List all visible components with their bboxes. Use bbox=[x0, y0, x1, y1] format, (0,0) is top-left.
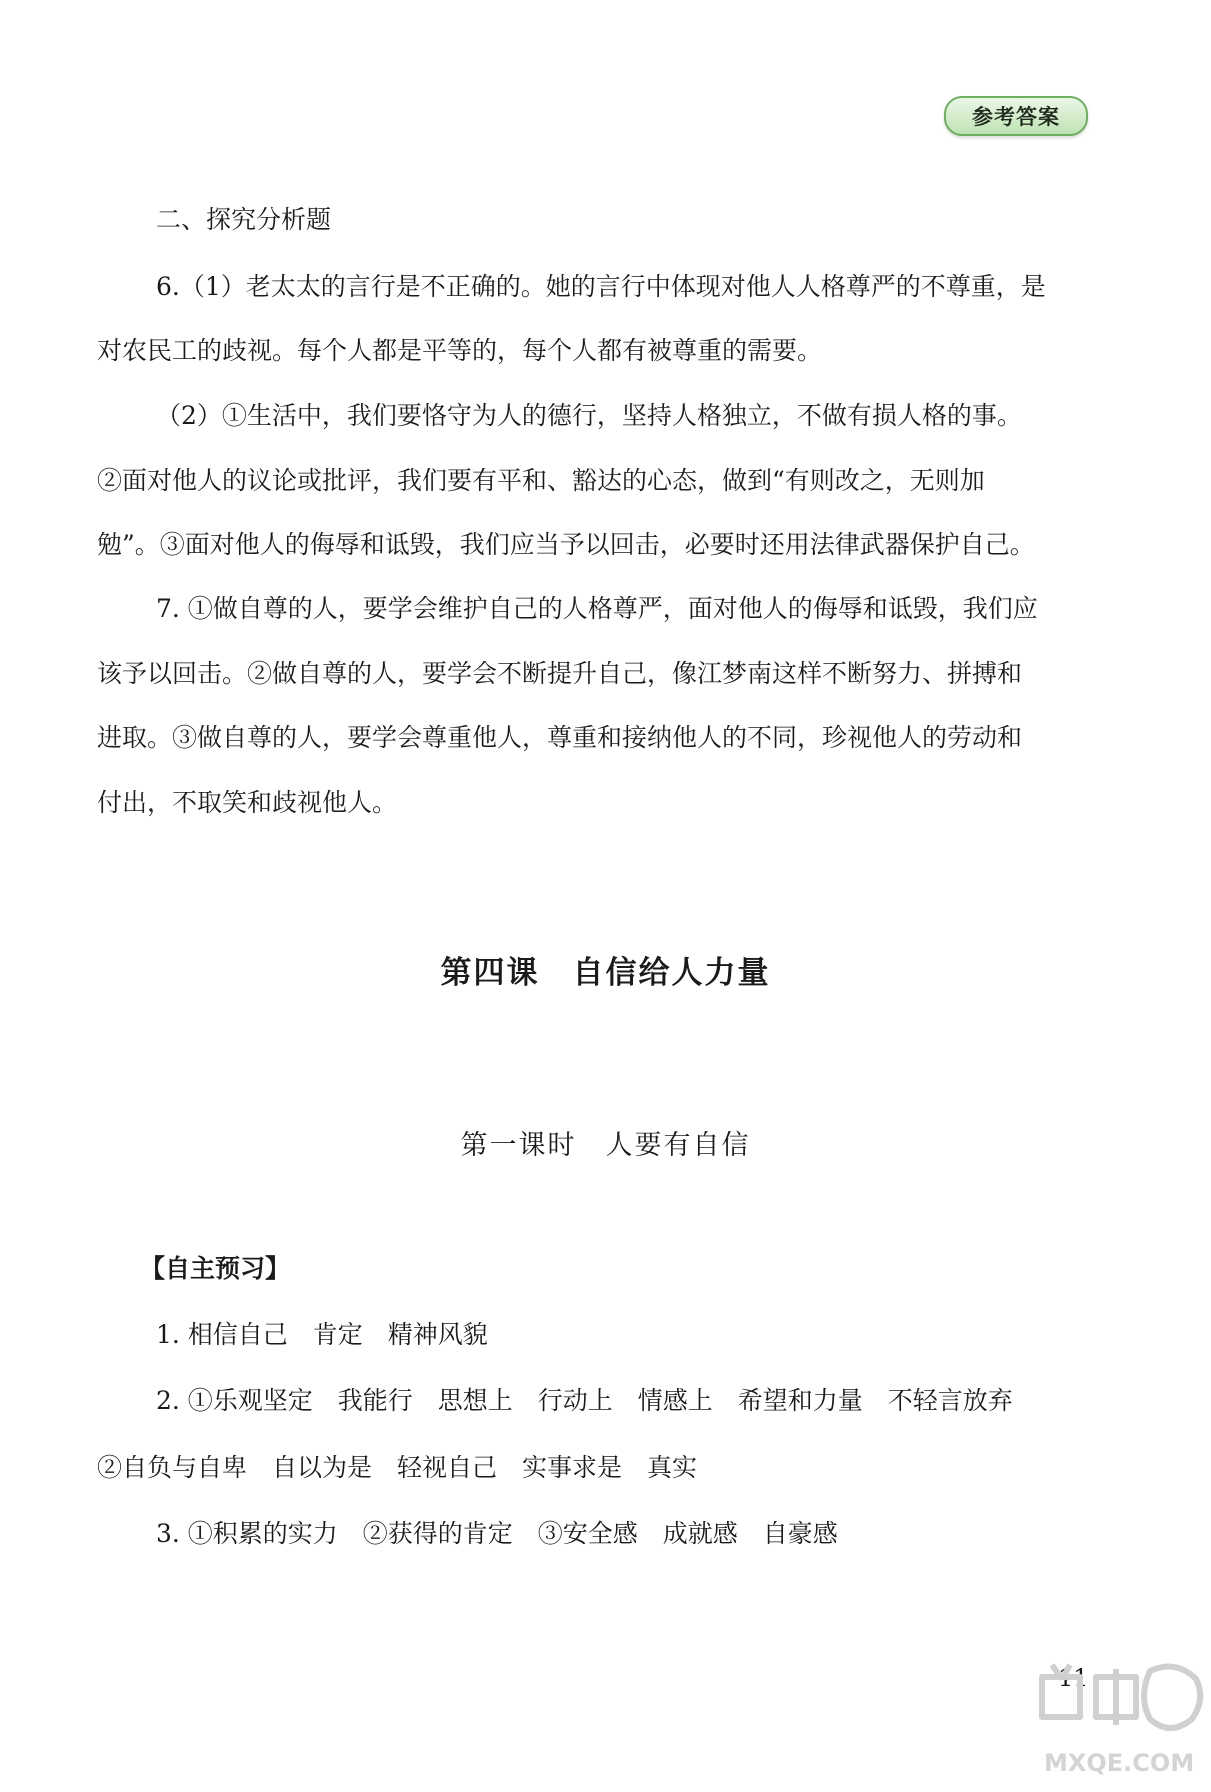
svg-text:MXQE.COM: MXQE.COM bbox=[1044, 1749, 1195, 1777]
answer-line: 该予以回击。②做自尊的人，要学会不断提升自己，像江梦南这样不断努力、拼搏和 bbox=[97, 659, 1023, 688]
answer-line: 进取。③做自尊的人，要学会尊重他人，尊重和接纳他人的不同，珍视他人的劳动和 bbox=[97, 723, 1023, 752]
preview-item: ②自负与自卑 自以为是 轻视自己 实事求是 真实 bbox=[97, 1453, 698, 1482]
answer-line: 6.（1）老太太的言行是不正确的。她的言行中体现对他人人格尊严的不尊重，是 bbox=[156, 272, 1046, 301]
lesson-title: 第四课 自信给人力量 bbox=[440, 955, 771, 991]
lesson-subtitle: 第一课时 人要有自信 bbox=[460, 1130, 751, 1161]
answer-badge: 参考答案 bbox=[944, 96, 1088, 136]
preview-item: 2. ①乐观坚定 我能行 思想上 行动上 情感上 希望和力量 不轻言放弃 bbox=[156, 1386, 1013, 1415]
page-number: 11 bbox=[1058, 1664, 1089, 1692]
watermark-logo bbox=[1030, 1655, 1210, 1792]
preview-title: 【自主预习】 bbox=[140, 1254, 291, 1283]
preview-item: 3. ①积累的实力 ②获得的肯定 ③安全感 成就感 自豪感 bbox=[156, 1519, 838, 1548]
answer-line: ②面对他人的议论或批评，我们要有平和、豁达的心态，做到“有则改之，无则加 bbox=[97, 466, 985, 495]
answer-line: 7. ①做自尊的人，要学会维护自己的人格尊严，面对他人的侮辱和诋毁，我们应 bbox=[156, 594, 1038, 623]
answer-line: （2）①生活中，我们要恪守为人的德行，坚持人格独立，不做有损人格的事。 bbox=[156, 401, 1022, 430]
section-title: 二、探究分析题 bbox=[156, 205, 332, 234]
answer-line: 勉”。③面对他人的侮辱和诋毁，我们应当予以回击，必要时还用法律武器保护自己。 bbox=[97, 530, 1035, 559]
answer-line: 付出，不取笑和歧视他人。 bbox=[97, 788, 398, 817]
preview-item: 1. 相信自己 肯定 精神风貌 bbox=[156, 1320, 488, 1349]
answer-line: 对农民工的歧视。每个人都是平等的，每个人都有被尊重的需要。 bbox=[97, 336, 823, 365]
